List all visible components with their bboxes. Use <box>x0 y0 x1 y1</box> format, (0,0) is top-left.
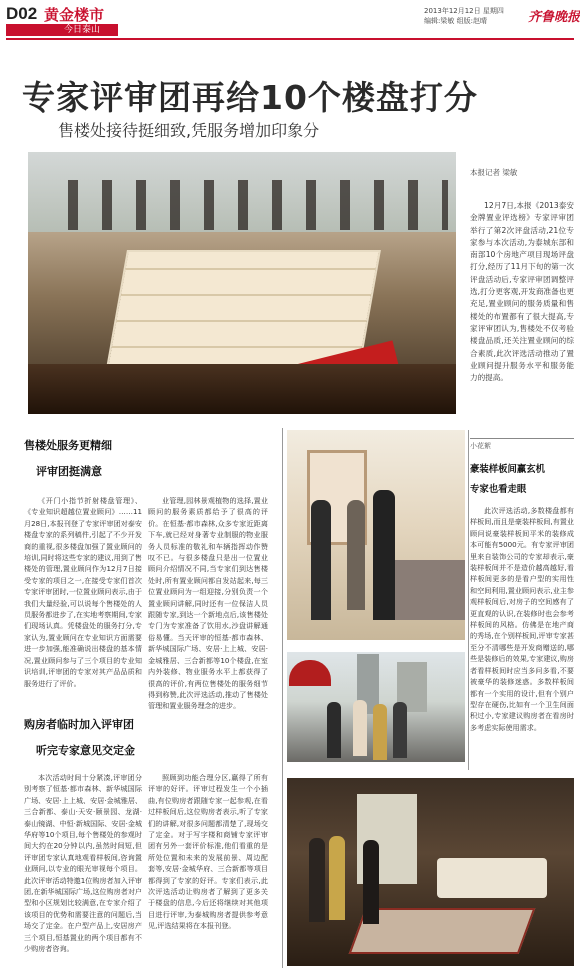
outdoor-photo <box>287 652 465 762</box>
section2-col3: 本次活动时间十分紧凑,评审团分别考察了恒基·都市森林、新华城国际广场、安居·上上城、安居·金城雅居、三合新都、泰山·天安·颐景园、龙湖·泰山镜湖、中恒·新城国际、安居·金城华府等10个项目,每个售楼处的参观时间大约在20分钟以内,虽然时间短,但评审团专家认真地观看样板间,咨询置业顾问,以专业的眼光审视每个项目。此次评审活动特邀1位购房者加入评审团,在新华城国际广场,这位购房者对户型和小区规划比较满意,在专家介绍了该项目的优势和需要注意的问题后,当场交了定金。在户型产品上,安居房产三个项目,恒基置业的两个项目都有不少购房者咨询。 <box>24 773 143 954</box>
page-header <box>0 0 580 40</box>
sample-room-photo <box>287 430 465 640</box>
luxury-room-photo <box>287 778 574 966</box>
lead-paragraph: 12月7日,本报《2013泰安金牌置业评选榜》专家评审团举行了第2次评盘活动,21位专家参与本次活动,为泰城东部和南部10个房地产项目现场评盘打分,经历了11月下旬的第一次评盘活动后,专家评审团调整评选,打分更客观,开发商准备也更充足,置业顾问的服务质量和售楼处的布置都有了很大提高,专家评审团认为,售楼处不仅考验楼盘品质,还关注置业顾问的综合素质,此次评选活动推动了置业顾问提升服务水平和服务能力的提高。 <box>470 201 574 383</box>
room-sofa <box>437 858 547 898</box>
section1-col1: 《开门小指节折射楼盘管理》、《专业知识超越位置业顾问》……11月28日,本报刊登了专家评审团对泰安楼盘专家的系列稿件,引起了不少开发商的重视,很多楼盘加强了置业顾问的培训,同时将这些专家的建议,用到了售楼处的管理,置业顾问作为12月7日接受专家的项目之一,在接受专家们首次专家评审团时,一位置业顾问表示,由于我们大量经验,可以说每个售楼处的人员服务都进步了,在实地考察期间,专家们现场认真。凭楼盘处的服务打分,专家认为,置业顾问在专业知识方面需要进一步加强,能准确说出楼盘的基本情况,置业顾问参与了三个项目的专业知识培训,评审团的专家对其产品品质和服务进行了评价。 <box>24 496 143 688</box>
sidebar-headline-line1: 豪装样板间赢玄机 <box>470 464 546 475</box>
column-divider <box>282 428 283 968</box>
sidebar-headline <box>470 460 574 500</box>
issue-editors: 编辑:梁敏 组版:赵晴 <box>424 17 487 25</box>
visitor-figure <box>373 490 395 620</box>
sidebar-headline-line2: 专家也看走眼 <box>470 484 527 495</box>
section1-col2: 业管理,园林景观植物的选择,置业顾问的服务素质都给予了很高的评价。在恒基·都市森林,众多专家近距离下车,就已经对身著专业制服的物业服务人员标准的敬礼和车辆指挥动作赞叹不已。与很多楼盘只是出一位置业顾问介绍情况不同,当专家们到达售楼处时,所有置业顾问都自发站起来,每三位置业顾问为一组迎接,分别负责一个置业顾问讲解,同时还有一位保洁人员跟随专家,到达一个新地点后,该售楼处专门为专家准备了饮用水,沙盘讲解通俗易懂。当天评审的恒基·都市森林、新华城国际广场、安居·上上城、安居·金城雅居、三合新都等10个楼盘,在室内外装修、物业服务水平上都获得了很高的评价,有两位售楼处的服务细节得到称赞,此次评选活动,推动了售楼处管理和置业服务理念的进步。 <box>148 496 268 711</box>
red-umbrella <box>289 660 331 686</box>
visitor-figure <box>353 700 367 756</box>
display-table <box>28 364 456 414</box>
byline: 本报记者 梁敏 <box>470 168 518 177</box>
sidebar-tag: 小花絮 <box>470 438 574 451</box>
visitor-figure <box>329 836 345 920</box>
sidebar-body: 此次评选活动,多数楼盘都有样板间,而且是豪装样板间,有置业顾问说豪装样板间平米的装修成本可能有5000元。有专家评审团里来自装饰公司的专家却表示,豪装样板间并不是造价越高越好,看样板间更多的是看户型的实用性和空间利用,置业顾问表示,业主参观样板间后,对房子的空间感有了更直观的认识,在装修时也会参考样板间的风格。仿佛是在地产商的秀场,在个别样板间,评审专家甚至分不清哪些是开发商赠送的,哪些是装修后的效果,专家建议,购房者看样板间时应当多问多看,不要被豪华的装修迷惑。多数样板间都有一个实用的设计,但有个别户型存在硬伤,比如有一个卫生间面积过小,专家建议购房者在看房时多考虑实际使用需求。 <box>470 506 574 732</box>
visitor-figure <box>309 838 325 922</box>
section1-heading1: 售楼处服务更精细 <box>24 439 112 452</box>
visitor-figure <box>347 500 365 610</box>
visitor-figure <box>363 840 379 924</box>
section-sub: 今日泰山 <box>64 25 101 35</box>
section-title: 黄金楼市 <box>44 6 105 24</box>
page-code: D02 <box>6 4 38 23</box>
visitor-figure <box>373 704 387 760</box>
section1-heading2: 评审团挺满意 <box>36 465 102 478</box>
visitor-figure <box>393 702 407 758</box>
section-bar <box>6 24 118 36</box>
visitors-group <box>68 180 448 230</box>
issue-date: 2013年12月12日 星期四 <box>424 7 504 15</box>
page-subhead: 售楼处接待挺细致,凭服务增加印象分 <box>58 121 320 140</box>
section2-heading1: 购房者临时加入评审团 <box>24 718 134 731</box>
page-headline: 专家评审团再给10个楼盘打分 <box>22 78 478 117</box>
visitor-figure <box>327 702 341 758</box>
issue-meta <box>424 6 524 26</box>
main-photo <box>28 152 456 414</box>
visitor-figure <box>311 500 331 620</box>
section2-col4: 照顾到功能合理分区,赢得了所有评审的好评。评审过程发生一个小插曲,有位购房者跟随专家一起参观,在看过样板间后,这位购房者表示,听了专家们的讲解,对很多问题都清楚了,现场交了定金。对于写字楼和商铺专家评审团有另外一套评价标准,他们看重的是所处位置和未来的发展前景、周边配套等,安居·金城华府、三合新都等项目都得到了专家的好评。专家们表示,此次评选活动让购房者了解到了更多关于楼盘的信息,今后还将继续对其他项目进行评审,为泰城购房者提供参考意见,评选结果将在本报刊登。 <box>148 773 268 931</box>
section2-heading2: 听完专家意见交定金 <box>36 744 135 757</box>
newspaper-logo: 齐鲁晚报 <box>528 10 580 25</box>
column-divider <box>468 430 469 770</box>
header-rule <box>6 38 574 40</box>
